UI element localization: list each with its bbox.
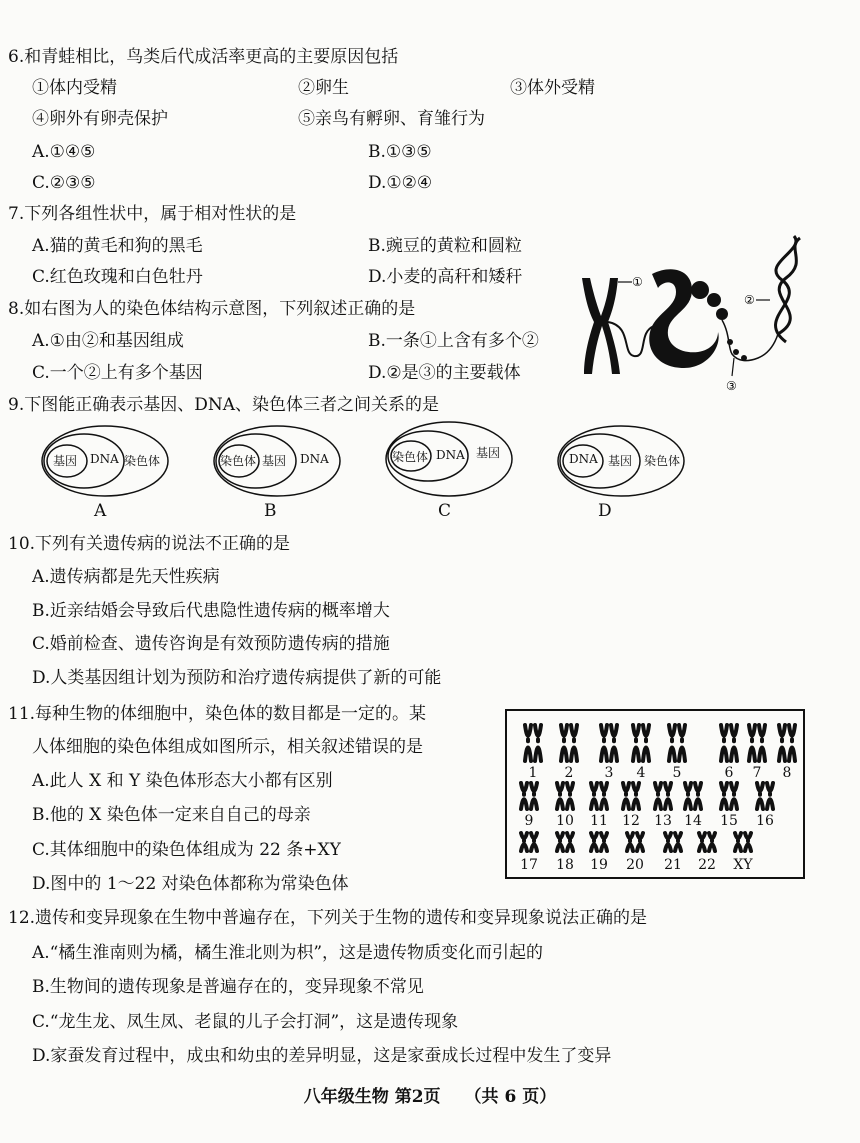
q8-option-a: A.①由②和基因组成 bbox=[32, 331, 184, 351]
venn-c-inner: 染色体 bbox=[392, 450, 429, 464]
q11-option-b: B.他的 X 染色体一定来自自己的母亲 bbox=[32, 805, 311, 825]
chromosome-pair-2 bbox=[561, 725, 577, 761]
chromosome-pair-1 bbox=[525, 725, 541, 761]
venn-d-letter: D bbox=[598, 501, 612, 521]
karyotype-label-9: 9 bbox=[524, 813, 534, 829]
q12-option-b: B.生物间的遗传现象是普遍存在的，变异现象不常见 bbox=[32, 977, 424, 997]
q6-item-4: ④卵外有卵壳保护 bbox=[32, 109, 168, 129]
q6-option-d: D.①②④ bbox=[368, 173, 433, 193]
karyotype-label-4: 4 bbox=[636, 765, 646, 781]
venn-b-inner: 染色体 bbox=[220, 454, 257, 468]
q8-option-d: D.②是③的主要载体 bbox=[368, 363, 521, 383]
karyotype-label-13: 13 bbox=[654, 813, 672, 829]
q8-option-c: C.一个②上有多个基因 bbox=[32, 363, 203, 383]
dna-double-helix bbox=[776, 236, 800, 342]
q12-option-a: A.“橘生淮南则为橘，橘生淮北则为枳”，这是遗传物质变化而引起的 bbox=[32, 943, 544, 963]
q7-option-a: A.猫的黄毛和狗的黑毛 bbox=[32, 236, 203, 256]
venn-b-middle: 基因 bbox=[262, 454, 287, 468]
q6-item-2: ②卵生 bbox=[298, 78, 349, 98]
q6-option-a: A.①④⑤ bbox=[32, 142, 96, 162]
chromosome-pair-11 bbox=[591, 783, 607, 809]
chromosome-pair-17 bbox=[521, 833, 537, 851]
chromosome-pair-21 bbox=[665, 833, 681, 851]
chromosome-pair-18 bbox=[557, 833, 573, 851]
karyotype-label-18: 18 bbox=[556, 857, 574, 873]
karyotype-label-12: 12 bbox=[622, 813, 640, 829]
chromosome-pair-12 bbox=[623, 783, 639, 809]
q10-option-d: D.人类基因组计划为预防和治疗遗传病提供了新的可能 bbox=[32, 668, 442, 688]
karyotype-label-6: 6 bbox=[724, 765, 734, 781]
footer-page-label: 八年级生物 第2页 bbox=[303, 1087, 441, 1107]
figure-label-1: ① bbox=[632, 275, 643, 289]
q7-option-c: C.红色玫瑰和白色牡丹 bbox=[32, 267, 203, 287]
venn-a-middle: DNA bbox=[90, 452, 119, 466]
venn-c-outer: 基因 bbox=[476, 446, 501, 460]
chromosome-pair-7 bbox=[749, 725, 765, 761]
chromosome-pair-XY bbox=[735, 833, 751, 851]
karyotype-label-20: 20 bbox=[626, 857, 644, 873]
q6-item-3: ③体外受精 bbox=[510, 78, 595, 98]
chromosome-pair-8 bbox=[779, 725, 795, 761]
venn-d-middle: 基因 bbox=[608, 454, 633, 468]
karyotype-label-21: 21 bbox=[664, 857, 682, 873]
q9-stem: 9.下图能正确表示基因、DNA、染色体三者之间关系的是 bbox=[8, 395, 440, 415]
karyotype-label-16: 16 bbox=[756, 813, 774, 829]
karyotype-label-5: 5 bbox=[672, 765, 682, 781]
karyotype-label-1: 1 bbox=[528, 765, 538, 781]
footer-total-pages: （共 6 页） bbox=[464, 1087, 557, 1107]
q11-stem-line1: 11.每种生物的体细胞中，染色体的数目都是一定的。某 bbox=[8, 704, 427, 724]
q11-option-a: A.此人 X 和 Y 染色体形态大小都有区别 bbox=[32, 771, 333, 791]
venn-a-outer: 染色体 bbox=[124, 454, 161, 468]
karyotype-label-2: 2 bbox=[564, 765, 574, 781]
chromosome-pair-6 bbox=[721, 725, 737, 761]
chromosome-pair-22 bbox=[699, 833, 715, 851]
q10-stem: 10.下列有关遗传病的说法不正确的是 bbox=[8, 534, 291, 554]
venn-b-outer: DNA bbox=[300, 452, 329, 466]
q7-option-b: B.豌豆的黄粒和圆粒 bbox=[368, 236, 522, 256]
q6-item-1: ①体内受精 bbox=[32, 78, 117, 98]
venn-b-letter: B bbox=[264, 501, 277, 521]
chromosome-pair-20 bbox=[627, 833, 643, 851]
q10-option-b: B.近亲结婚会导致后代患隐性遗传病的概率增大 bbox=[32, 601, 390, 621]
chromosome-pair-19 bbox=[591, 833, 607, 851]
karyotype-label-19: 19 bbox=[590, 857, 608, 873]
karyotype-label-15: 15 bbox=[720, 813, 738, 829]
q12-stem: 12.遗传和变异现象在生物中普遍存在，下列关于生物的遗传和变异现象说法正确的是 bbox=[8, 908, 648, 928]
chromosome-pair-5 bbox=[669, 725, 685, 761]
venn-diagram-b bbox=[212, 422, 342, 500]
chromosome-pair-10 bbox=[557, 783, 573, 809]
chromosome-pair-13 bbox=[655, 783, 671, 809]
q8-stem: 8.如右图为人的染色体结构示意图，下列叙述正确的是 bbox=[8, 299, 416, 319]
venn-c-letter: C bbox=[438, 501, 452, 521]
q11-option-c: C.其体细胞中的染色体组成为 22 条+XY bbox=[32, 840, 341, 860]
q7-stem: 7.下列各组性状中，属于相对性状的是 bbox=[8, 204, 297, 224]
chromosome-structure-figure bbox=[572, 234, 818, 396]
venn-d-inner: DNA bbox=[569, 452, 598, 466]
chromosome-pair-16 bbox=[757, 783, 773, 809]
q6-option-c: C.②③⑤ bbox=[32, 173, 96, 193]
venn-a-letter: A bbox=[94, 501, 107, 521]
chromosome-pair-4 bbox=[633, 725, 649, 761]
q7-option-d: D.小麦的高秆和矮秆 bbox=[368, 267, 523, 287]
q8-option-b: B.一条①上含有多个② bbox=[368, 331, 539, 351]
venn-diagram-d bbox=[556, 422, 686, 500]
figure-label-2: ② bbox=[744, 293, 755, 307]
venn-diagram-a bbox=[40, 422, 170, 500]
q6-stem: 6.和青蛙相比，鸟类后代成活率更高的主要原因包括 bbox=[8, 47, 399, 67]
karyotype-figure bbox=[505, 709, 805, 879]
q12-option-d: D.家蚕发育过程中，成虫和幼虫的差异明显，这是家蚕成长过程中发生了变异 bbox=[32, 1046, 612, 1066]
karyotype-label-7: 7 bbox=[752, 765, 762, 781]
karyotype-label-14: 14 bbox=[684, 813, 702, 829]
q6-option-b: B.①③⑤ bbox=[368, 142, 432, 162]
chromosome-x-shape bbox=[582, 278, 620, 374]
q12-option-c: C.“龙生龙、凤生凤、老鼠的儿子会打洞”，这是遗传现象 bbox=[32, 1012, 459, 1032]
q10-option-c: C.婚前检查、遗传咨询是有效预防遗传病的措施 bbox=[32, 634, 390, 654]
karyotype-label-8: 8 bbox=[782, 765, 792, 781]
karyotype-label-22: 22 bbox=[698, 857, 716, 873]
chromosome-pair-15 bbox=[721, 783, 737, 809]
chromosome-pair-9 bbox=[521, 783, 537, 809]
figure-label-3: ③ bbox=[726, 379, 737, 393]
venn-c-middle: DNA bbox=[436, 448, 465, 462]
karyotype-label-XY: XY bbox=[733, 857, 753, 873]
q6-item-5: ⑤亲鸟有孵卵、育雏行为 bbox=[298, 109, 485, 129]
supercoiled-chromatin bbox=[649, 269, 728, 368]
page-footer bbox=[0, 1082, 860, 1107]
chromosome-pair-14 bbox=[685, 783, 701, 809]
venn-a-inner: 基因 bbox=[53, 454, 78, 468]
q11-option-d: D.图中的 1～22 对染色体都称为常染色体 bbox=[32, 874, 349, 894]
karyotype-label-17: 17 bbox=[520, 857, 538, 873]
q11-stem-line2: 人体细胞的染色体组成如图所示，相关叙述错误的是 bbox=[32, 737, 423, 757]
venn-diagram-c bbox=[384, 418, 514, 500]
venn-d-outer: 染色体 bbox=[644, 454, 681, 468]
karyotype-label-10: 10 bbox=[556, 813, 574, 829]
q10-option-a: A.遗传病都是先天性疾病 bbox=[32, 567, 220, 587]
chromosome-pair-3 bbox=[601, 725, 617, 761]
karyotype-label-3: 3 bbox=[604, 765, 614, 781]
karyotype-label-11: 11 bbox=[590, 813, 608, 829]
